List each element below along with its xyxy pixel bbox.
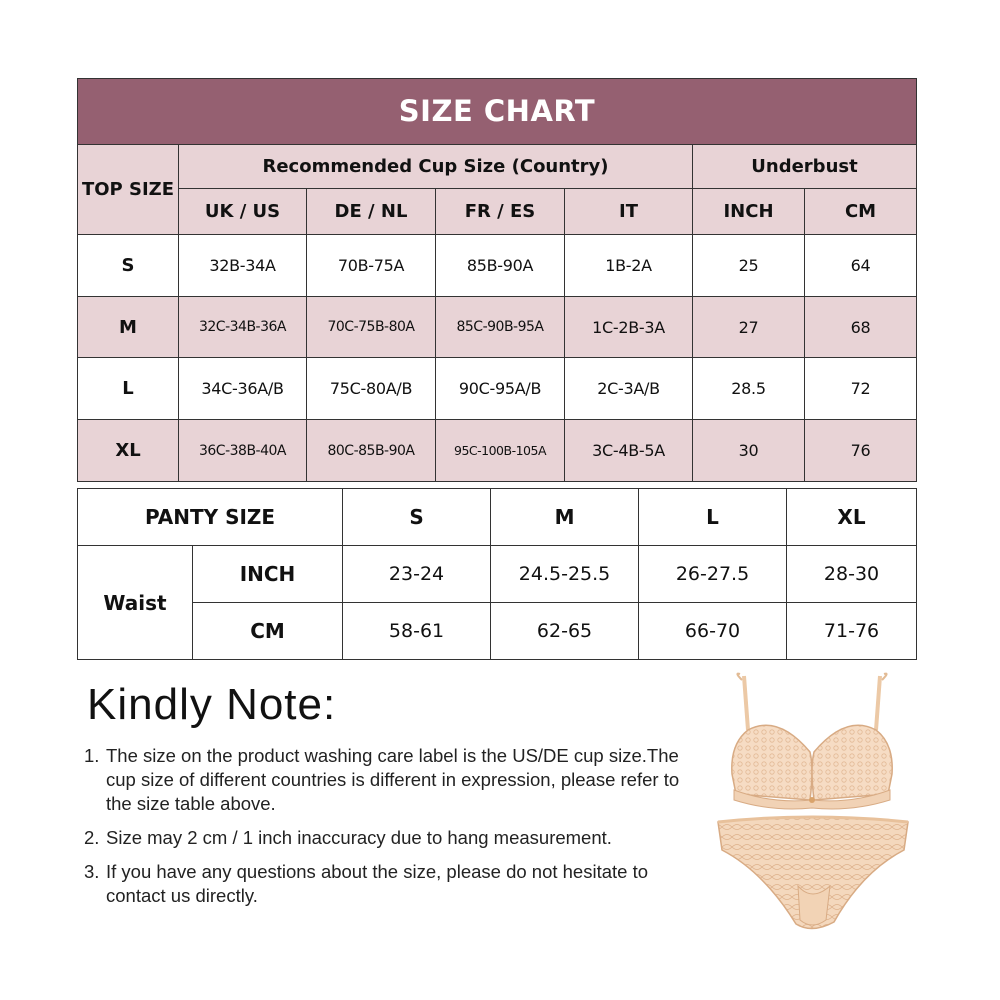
bra-straps — [737, 674, 886, 730]
column-header: S — [343, 489, 491, 546]
top-size-header: TOP SIZE — [78, 144, 179, 234]
table-cell: 32C-34B-36A — [179, 296, 307, 358]
table-cell: 58-61 — [343, 603, 491, 660]
table-cell: 85B-90A — [436, 234, 565, 296]
table-cell: 28-30 — [787, 546, 917, 603]
column-header: L — [639, 489, 787, 546]
table-cell: 72 — [805, 358, 917, 420]
panty-size-title: PANTY SIZE — [78, 489, 343, 546]
note-list — [84, 744, 704, 918]
table-cell: 25 — [693, 234, 805, 296]
table-row — [78, 546, 917, 603]
panty-size-table — [77, 488, 917, 660]
list-number: 1. — [84, 745, 100, 766]
note-title: Kindly Note: — [87, 680, 337, 729]
column-header: M — [491, 489, 639, 546]
column-header: DE / NL — [307, 189, 436, 235]
column-header: INCH — [693, 189, 805, 235]
table-cell: 26-27.5 — [639, 546, 787, 603]
panty — [718, 817, 908, 929]
table-cell: 1B-2A — [565, 234, 693, 296]
bra-cups — [732, 725, 892, 809]
table-cell: 68 — [805, 296, 917, 358]
note-text: Size may 2 cm / 1 inch inaccuracy due to hang measurement. — [106, 827, 612, 848]
table-cell: 70B-75A — [307, 234, 436, 296]
table-cell: 28.5 — [693, 358, 805, 420]
underbust-header: Underbust — [693, 144, 917, 189]
size-chart-table — [77, 78, 917, 482]
column-header: UK / US — [179, 189, 307, 235]
size-label: M — [78, 296, 179, 358]
table-cell: 76 — [805, 420, 917, 482]
table-cell: 1C-2B-3A — [565, 296, 693, 358]
table-cell: 70C-75B-80A — [307, 296, 436, 358]
list-number: 2. — [84, 827, 100, 848]
table-row — [78, 603, 917, 660]
size-label: XL — [78, 420, 179, 482]
column-header: CM — [805, 189, 917, 235]
table-cell: 66-70 — [639, 603, 787, 660]
table-cell: 32B-34A — [179, 234, 307, 296]
waist-label: Waist — [78, 546, 193, 660]
column-header: IT — [565, 189, 693, 235]
list-item — [84, 860, 704, 908]
table-cell: 30 — [693, 420, 805, 482]
table-row — [78, 358, 917, 420]
unit-label: INCH — [193, 546, 343, 603]
column-header: FR / ES — [436, 189, 565, 235]
table-cell: 27 — [693, 296, 805, 358]
table-cell: 90C-95A/B — [436, 358, 565, 420]
list-item — [84, 744, 704, 816]
table-cell: 24.5-25.5 — [491, 546, 639, 603]
note-text: The size on the product washing care label is the US/DE cup size.The cup size of different countries is different in expression, please refer to the size table above. — [106, 745, 680, 814]
table-cell: 80C-85B-90A — [307, 420, 436, 482]
unit-label: CM — [193, 603, 343, 660]
list-item — [84, 826, 704, 850]
column-header: XL — [787, 489, 917, 546]
table-cell: 71-76 — [787, 603, 917, 660]
list-number: 3. — [84, 861, 100, 882]
table-row — [78, 296, 917, 358]
note-text: If you have any questions about the size, please do not hesitate to contact us directly. — [106, 861, 649, 906]
size-label: S — [78, 234, 179, 296]
table-cell: 62-65 — [491, 603, 639, 660]
table-cell: 95C-100B-105A — [436, 420, 565, 482]
table-cell: 75C-80A/B — [307, 358, 436, 420]
table-cell: 85C-90B-95A — [436, 296, 565, 358]
lingerie-set-image — [712, 672, 912, 934]
table-cell: 64 — [805, 234, 917, 296]
table-cell: 2C-3A/B — [565, 358, 693, 420]
size-label: L — [78, 358, 179, 420]
table-cell: 3C-4B-5A — [565, 420, 693, 482]
table-row — [78, 420, 917, 482]
size-chart-title: SIZE CHART — [78, 79, 917, 145]
table-cell: 34C-36A/B — [179, 358, 307, 420]
table-cell: 36C-38B-40A — [179, 420, 307, 482]
table-cell: 23-24 — [343, 546, 491, 603]
table-row — [78, 234, 917, 296]
cup-size-header: Recommended Cup Size (Country) — [179, 144, 693, 189]
